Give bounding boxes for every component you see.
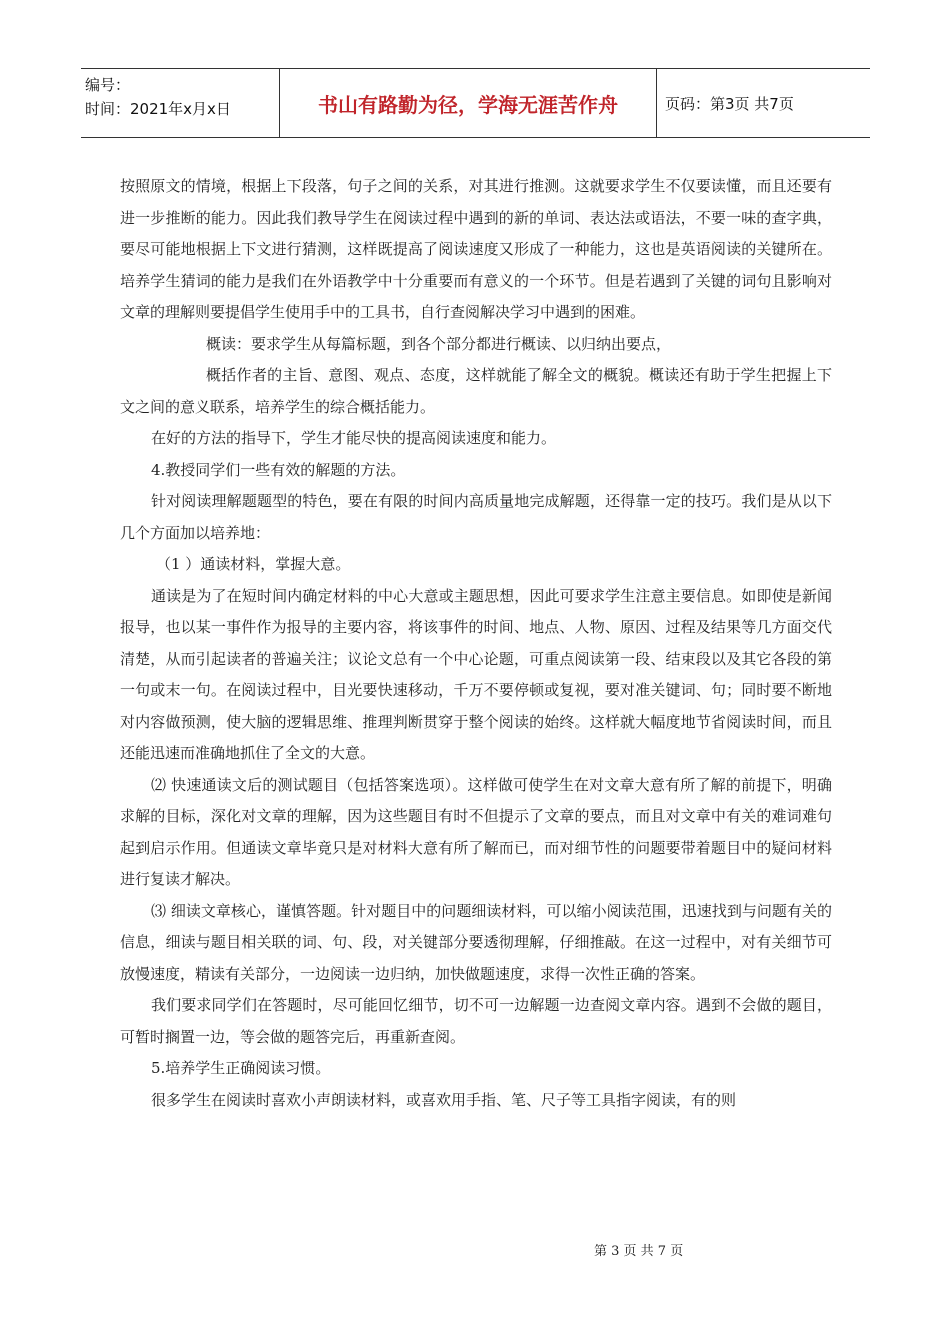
section-heading: 4.教授同学们一些有效的解题的方法。	[151, 460, 406, 479]
footer-page-number: 第 3 页 共 7 页	[594, 1244, 684, 1259]
paragraph: 按照原文的情境，根据上下段落，句子之间的关系，对其进行推测。这就要求学生不仅要读懂，而且还要有进一步推断的能力。因此我们教导学生在阅读过程中遇到的新的单词、表达法或语法，不要一味的查字典，要尽可能地根据上下文进行猜测，这样既提高了阅读速度又形成了一种能力，这也是英语阅读的关键所在。培养学生猜词的能力是我们在外语教学中十分重要而有意义的一个环节。但是若遇到了关键的词句且影响对文章的理解则要提倡学生使用手中的工具书，自行查阅解决学习中遇到的困难。	[120, 177, 832, 321]
header-meta	[81, 69, 280, 137]
header-page-label: 页码：第3页 共7页	[665, 94, 794, 113]
page-header	[81, 68, 870, 138]
paragraph: 针对阅读理解题题型的特色，要在有限的时间内高质量地完成解题，还得靠一定的技巧。我们是从以下几个方面加以培养地：	[120, 492, 832, 542]
paragraph: ⑵ 快速通读文后的测试题目（包括答案选项）。这样做可使学生在对文章大意有所了解的前提下，明确求解的目标，深化对文章的理解，因为这些题目有时不但提示了文章的要点，而且对文章中有关的难词难句起到启示作用。但通读文章毕竟只是对材料大意有所了解而已，而对细节性的问题要带着题目中的疑问材料进行复读才解决。	[120, 775, 832, 888]
document-body	[120, 171, 832, 1116]
document-time-label: 时间：2021年x月x日	[85, 100, 231, 118]
paragraph: 很多学生在阅读时喜欢小声朗读材料，或喜欢用手指、笔、尺子等工具指字阅读，有的则	[151, 1090, 737, 1109]
paragraph: 概读：要求学生从每篇标题，到各个部分都进行概读、以归纳出要点，	[206, 334, 672, 353]
header-motto: 书山有路勤为径，学海无涯苦作舟	[280, 69, 657, 137]
paragraph: 在好的方法的指导下，学生才能尽快的提高阅读速度和能力。	[151, 429, 557, 447]
sub-heading: （1 ）通读材料，掌握大意。	[156, 555, 351, 573]
paragraph: 我们要求同学们在答题时，尽可能回忆细节，切不可一边解题一边查阅文章内容。遇到不会做的题目，可暂时搁置一边，等会做的题答完后，再重新查阅。	[120, 996, 832, 1046]
section-heading: 5.培养学生正确阅读习惯。	[151, 1059, 331, 1077]
paragraph: 概括作者的主旨、意图、观点、态度，这样就能了解全文的概貌。概读还有助于学生把握上下文之间的意义联系，培养学生的综合概括能力。	[120, 366, 832, 416]
document-number-label: 编号：	[85, 76, 131, 94]
paragraph: 通读是为了在短时间内确定材料的中心大意或主题思想，因此可要求学生注意主要信息。如即使是新闻报导，也以某一事件作为报导的主要内容，将该事件的时间、地点、人物、原因、过程及结果等几方面交代清楚，从而引起读者的普遍关注；议论文总有一个中心论题，可重点阅读第一段、结束段以及其它各段的第一句或末一句。在阅读过程中，目光要快速移动，千万不要停顿或复视，要对准关键词、句；同时要不断地对内容做预测，使大脑的逻辑思维、推理判断贯穿于整个阅读的始终。这样就大幅度地节省阅读时间，而且还能迅速而准确地抓住了全文的大意。	[120, 586, 832, 762]
paragraph: ⑶ 细读文章核心，谨慎答题。针对题目中的问题细读材料，可以缩小阅读范围，迅速找到与问题有关的信息，细读与题目相关联的词、句、段，对关键部分要透彻理解，仔细推敲。在这一过程中，对有关细节可放慢速度，精读有关部分，一边阅读一边归纳，加快做题速度，求得一次性正确的答案。	[120, 901, 832, 983]
